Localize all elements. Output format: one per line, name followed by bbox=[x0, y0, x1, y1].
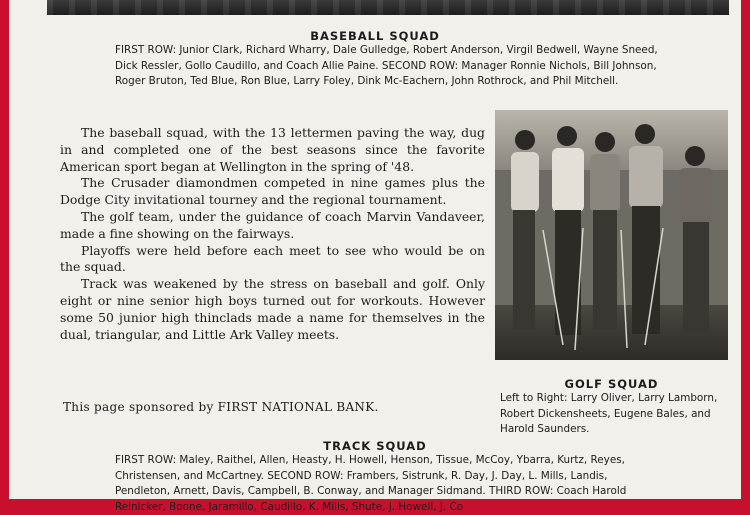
golfer-figures bbox=[495, 110, 728, 360]
baseball-squad-heading: BASEBALL SQUAD bbox=[310, 29, 440, 43]
baseball-squad-caption: FIRST ROW: Junior Clark, Richard Wharry, Dale Gulledge, Robert Anderson, Virgil Bedwell, Wayne Sneed, Dick Ressler, Gollo Caudillo, and Coach Allie Paine. SECOND ROW: Manager Ronnie Nichols, Bill Johnson, Roger Bruton, Ted Blue, Ron Blue, Larry Foley, Dink Mc-Eachern, John Rothrock, and Phil Mitchell. bbox=[115, 44, 658, 88]
article-body bbox=[60, 125, 485, 343]
photo-figures bbox=[47, 0, 729, 15]
article-paragraph: The golf team, under the guidance of coach Marvin Vandaveer, made a fine showing on the fairways. bbox=[60, 208, 485, 241]
golf-squad-caption: Left to Right: Larry Oliver, Larry Lamborn, Robert Dickensheets, Eugene Bales, and Harold Saunders. bbox=[500, 392, 718, 436]
sponsor-line: This page sponsored by FIRST NATIONAL BANK. bbox=[63, 400, 379, 414]
track-squad-caption: FIRST ROW: Maley, Raithel, Allen, Heasty, H. Howell, Henson, Tissue, McCoy, Ybarra, Kurtz, Reyes, Christensen, and McCartney. SECOND ROW: Frambers, Sistrunk, R. Day, J. Day, L. Mills, Landis, Pendleton, Arnett, Davis, Campbell, B. Conway, and Manager Sidmand. THIRD ROW: Coach Harold Reinicker, Boone, Jaramillo, Caudillo, K. Mills, Shute, J. Howell, J. Co bbox=[115, 454, 627, 513]
yearbook-page bbox=[9, 0, 741, 513]
article-paragraph: The baseball squad, with the 13 lettermen paving the way, dug in and completed one of the best seasons since the favorite American sport began at Wellington in the spring of '48. bbox=[60, 125, 485, 174]
article-paragraph: The Crusader diamondmen competed in nine games plus the Dodge City invitational tourney and the regional tournament. bbox=[60, 175, 485, 208]
track-squad-heading: TRACK SQUAD bbox=[323, 439, 427, 453]
article-paragraph: Playoffs were held before each meet to see who would be on the squad. bbox=[60, 242, 485, 275]
baseball-team-photo bbox=[47, 0, 729, 15]
golf-squad-heading: GOLF SQUAD bbox=[564, 377, 659, 391]
article-paragraph: Track was weakened by the stress on baseball and golf. Only eight or nine senior high boys turned out for workouts. However some 50 junior high thinclads made a name for themselves in the dual, triangular, and Little Ark Valley meets. bbox=[60, 276, 485, 342]
golf-team-photo bbox=[495, 110, 728, 360]
